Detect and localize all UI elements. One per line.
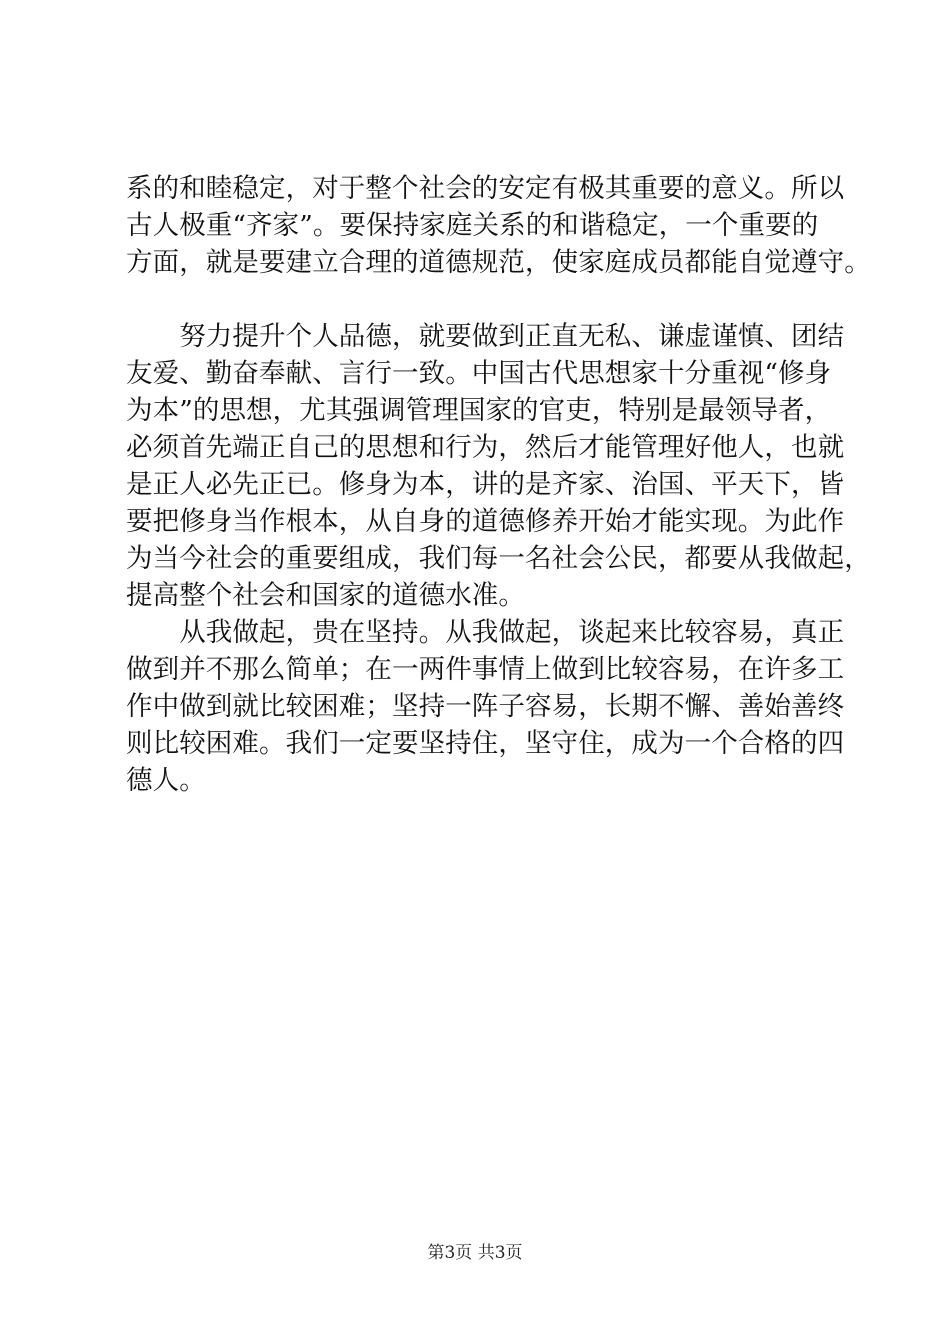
text-line: 系的和睦稳定，对于整个社会的安定有极其重要的意义。所以 [126, 173, 845, 204]
paragraph-spacer [126, 281, 838, 318]
text-line: 友爱、勤奋奉献、言行一致。中国古代思想家十分重视“修身 [126, 358, 832, 389]
page-footer [0, 1242, 950, 1264]
text-line: 为当今社会的重要组成，我们每一名社会公民，都要从我做起， [126, 543, 871, 574]
body-text [126, 170, 871, 799]
text-line: 努力提升个人品德，就要做到正直无私、谦虚谨慎、团结 [126, 321, 845, 352]
paragraph-personal-morality [126, 318, 871, 614]
text-line: 从我做起，贵在坚持。从我做起，谈起来比较容易，真正 [126, 617, 845, 648]
paragraph-family-harmony [126, 170, 871, 281]
text-line: 为本”的思想，尤其强调管理国家的官吏，特别是最领导者， [126, 395, 832, 426]
text-line: 古人极重“齐家”。要保持家庭关系的和谐稳定，一个重要的 [126, 210, 819, 241]
page-number-indicator: 第3页 共3页 [427, 1243, 523, 1263]
paragraph-persistence [126, 614, 845, 799]
text-line: 德人。 [126, 765, 206, 796]
text-line: 是正人必先正已。修身为本，讲的是齐家、治国、平天下，皆 [126, 469, 845, 500]
text-line: 作中做到就比较困难；坚持一阵子容易，长期不懈、善始善终 [126, 691, 845, 722]
text-line: 提高整个社会和国家的道德水准。 [126, 580, 525, 611]
text-line: 必须首先端正自己的思想和行为，然后才能管理好他人，也就 [126, 432, 845, 463]
text-line: 则比较困难。我们一定要坚持住，坚守住，成为一个合格的四 [126, 728, 845, 759]
text-line: 做到并不那么简单；在一两件事情上做到比较容易，在许多工 [126, 654, 845, 685]
text-line: 要把修身当作根本，从自身的道德修养开始才能实现。为此作 [126, 506, 845, 537]
text-line: 方面，就是要建立合理的道德规范，使家庭成员都能自觉遵守。 [126, 247, 871, 278]
